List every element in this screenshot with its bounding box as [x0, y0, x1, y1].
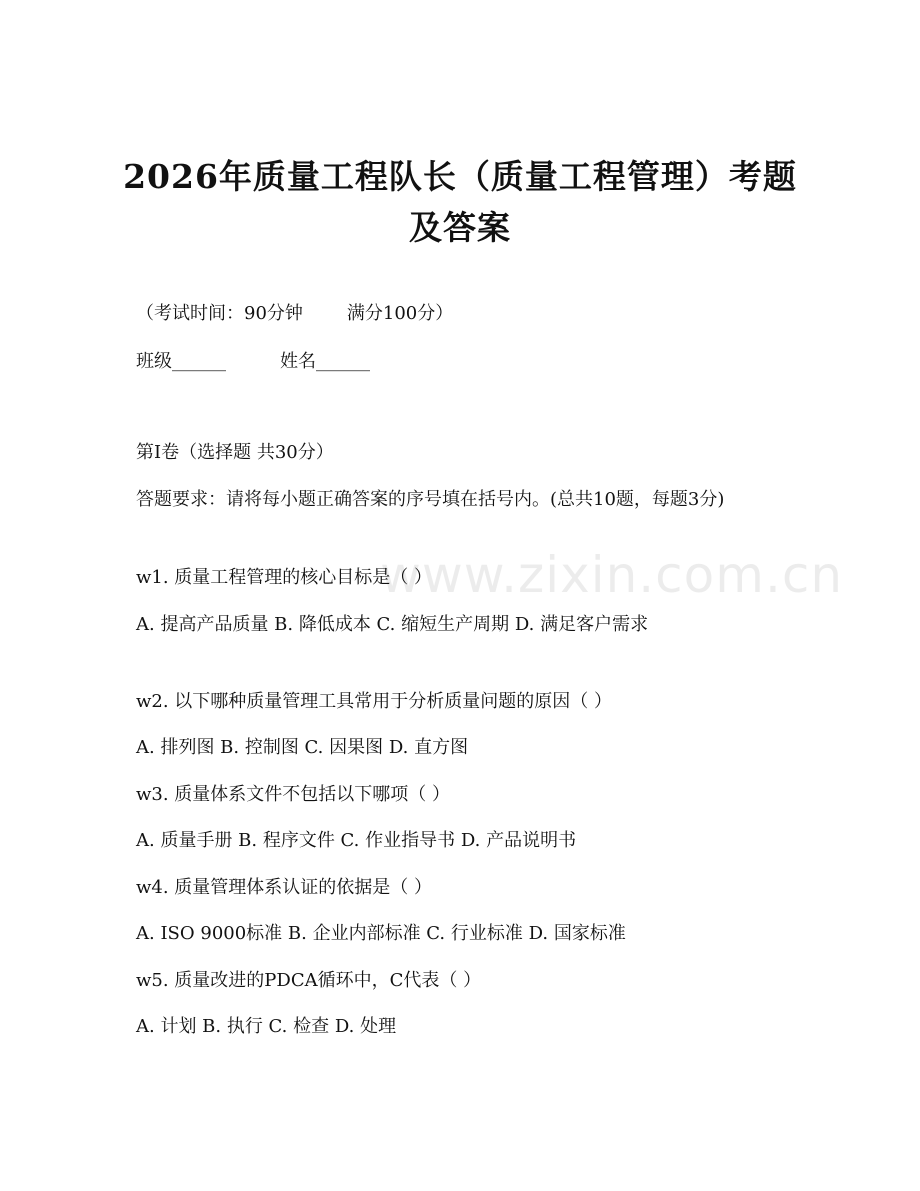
- watermark: www.zixin.com.cn: [380, 546, 844, 604]
- question-1-options: A. 提高产品质量 B. 降低成本 C. 缩短生产周期 D. 满足客户需求: [136, 614, 649, 635]
- exam-full-score: 满分100分）: [346, 303, 454, 324]
- exam-info: [136, 298, 786, 329]
- document-title-line1: 2026年质量工程队长（质量工程管理）考题: [123, 157, 797, 196]
- class-field: 班级______: [136, 351, 226, 372]
- section-title: 第I卷（选择题 共30分）: [136, 442, 334, 463]
- instructions: 答题要求：请将每小题正确答案的序号填在括号内。(总共10题，每题3分): [136, 489, 725, 510]
- question-3: w3. 质量体系文件不包括以下哪项（ ）: [136, 784, 451, 805]
- question-4: w4. 质量管理体系认证的依据是（ ）: [136, 877, 433, 898]
- document-title-line2: 及答案: [409, 208, 511, 247]
- name-field: 姓名______: [280, 351, 370, 372]
- question-2: w2. 以下哪种质量管理工具常用于分析质量问题的原因（ ）: [136, 691, 613, 712]
- question-1: w1. 质量工程管理的核心目标是（ ）: [136, 567, 433, 588]
- question-2-options: A. 排列图 B. 控制图 C. 因果图 D. 直方图: [136, 737, 469, 758]
- exam-time: （考试时间：90分钟: [136, 303, 303, 324]
- question-5: w5. 质量改进的PDCA循环中，C代表（ ）: [136, 970, 482, 991]
- student-fields: [136, 346, 786, 377]
- question-5-options: A. 计划 B. 执行 C. 检查 D. 处理: [136, 1016, 397, 1037]
- question-4-options: A. ISO 9000标准 B. 企业内部标准 C. 行业标准 D. 国家标准: [136, 923, 626, 944]
- question-3-options: A. 质量手册 B. 程序文件 C. 作业指导书 D. 产品说明书: [136, 830, 577, 851]
